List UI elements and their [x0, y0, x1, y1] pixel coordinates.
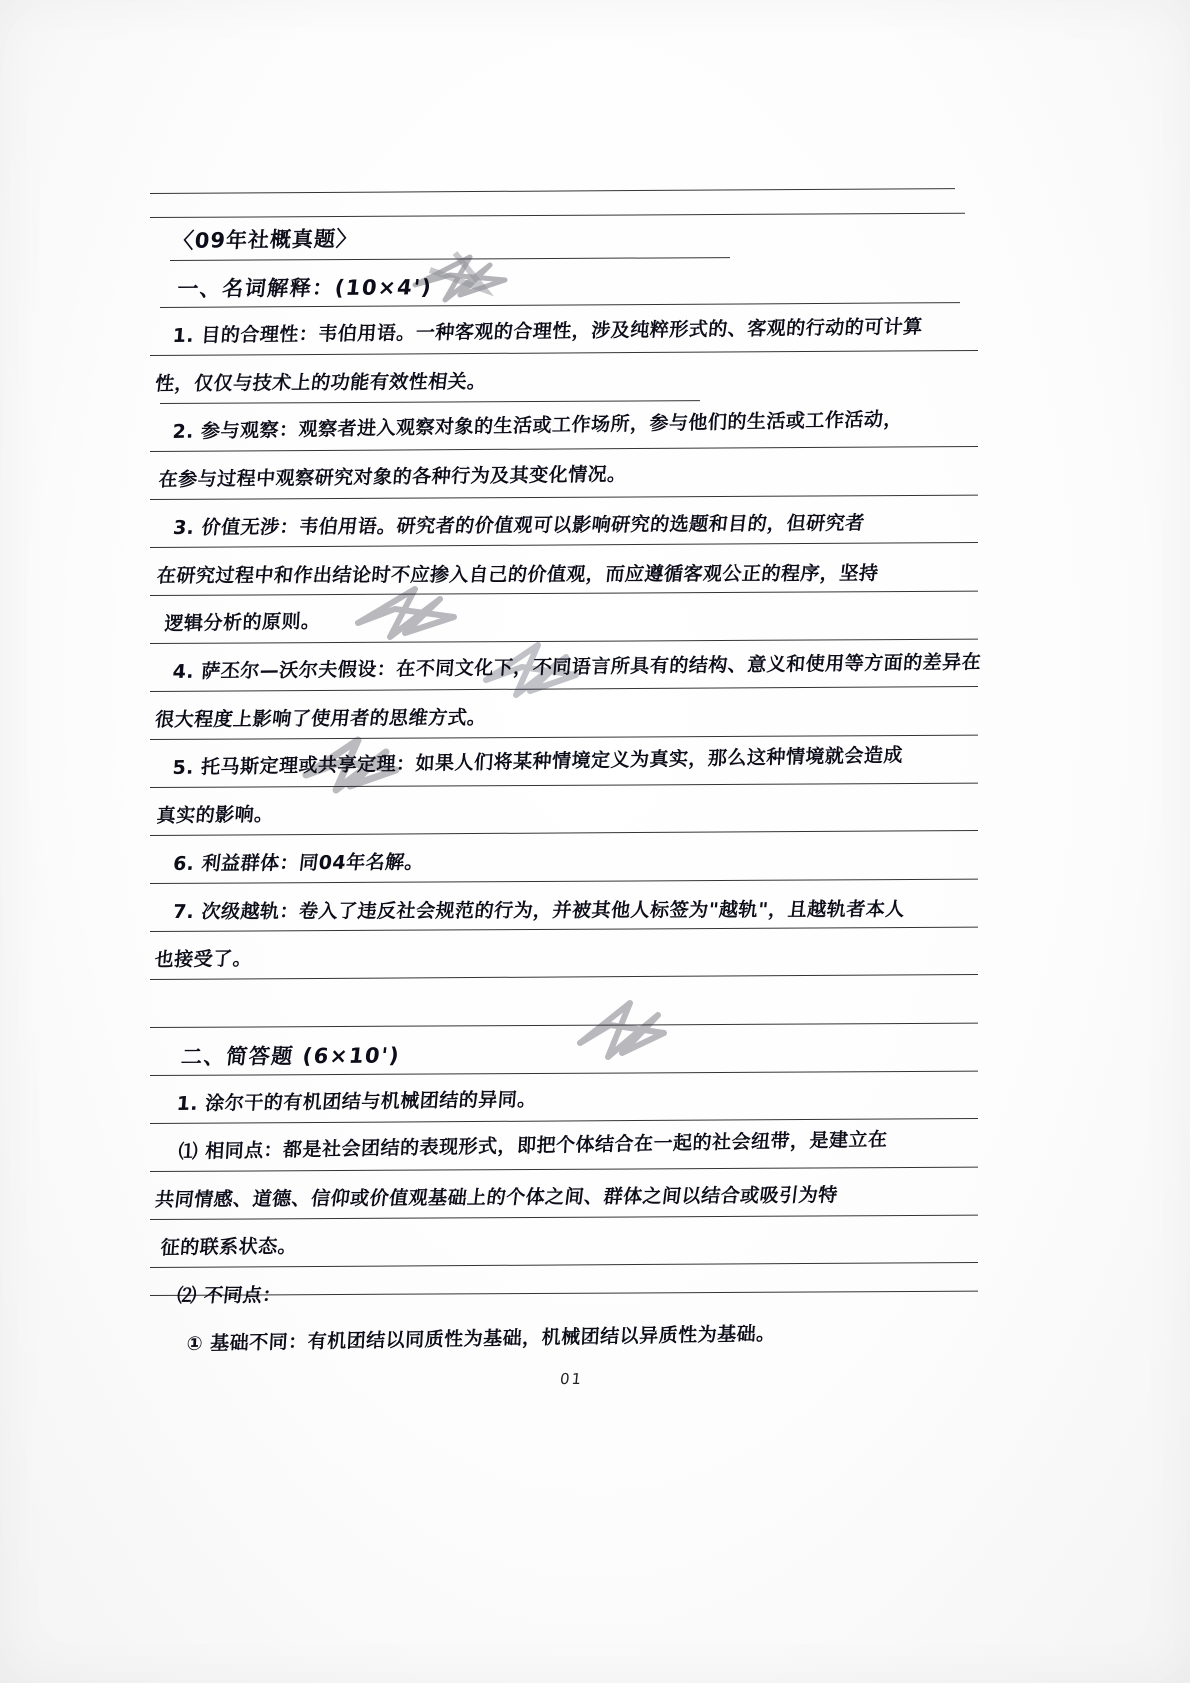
rule-line — [150, 686, 978, 692]
note-line: ① 基础不同：有机团结以同质性为基础，机械团结以异质性为基础。 — [185, 1322, 777, 1356]
note-line: 征的联系状态。 — [159, 1235, 299, 1260]
rule-line — [150, 495, 978, 500]
rule-line — [150, 1215, 978, 1220]
note-sheet — [150, 185, 990, 1356]
note-line: 很大程度上影响了使用者的思维方式。 — [153, 706, 488, 732]
note-line: 6. 利益群体：同04年名解。 — [171, 851, 426, 876]
note-line: 在参与过程中观察研究对象的各种行为及其变化情况。 — [157, 463, 628, 492]
rule-line — [150, 783, 978, 788]
note-line: 1. 目的合理性：韦伯用语。一种客观的合理性，涉及纯粹形式的、客观的行动的可计算 — [171, 315, 924, 348]
rule-line — [150, 830, 978, 836]
rule-line — [150, 446, 978, 452]
note-line: 也接受了。 — [153, 947, 254, 972]
rule-line — [150, 188, 955, 194]
rule-line — [150, 213, 965, 218]
rule-line — [150, 879, 978, 884]
rule-line — [150, 1262, 978, 1268]
note-title: 〈09年社概真题〉 — [171, 226, 359, 254]
section-heading-2: 二、简答题 (6×10') — [179, 1043, 402, 1070]
rule-line — [150, 927, 978, 932]
rule-line — [150, 1071, 978, 1076]
note-line: 4. 萨丕尔—沃尔夫假设：在不同文化下，不同语言所具有的结构、意义和使用等方面的差异在 — [171, 651, 983, 684]
rule-line — [150, 591, 978, 596]
note-line: ⑵ 不同点： — [175, 1284, 284, 1308]
note-line: 1. 涂尔干的有机团结与机械团结的异同。 — [175, 1088, 538, 1116]
ink-scribble — [570, 995, 670, 1065]
note-line: 5. 托马斯定理或共享定理：如果人们将某种情境定义为真实，那么这种情境就会造成 — [171, 744, 904, 780]
note-line: 7. 次级越轨：卷入了违反社会规范的行为，并被其他人标签为"越轨"，且越轨者本人 — [171, 898, 906, 924]
note-line: 性，仅仅与技术上的功能有效性相关。 — [153, 370, 488, 396]
rule-line — [170, 257, 730, 261]
rule-line — [150, 542, 978, 548]
rule-line — [150, 1118, 978, 1124]
rule-line — [150, 735, 978, 740]
note-line: 共同情感、道德、信仰或价值观基础上的个体之间、群体之间以结合或吸引为特 — [153, 1184, 839, 1212]
note-line: 逻辑分析的原则。 — [163, 610, 322, 636]
note-line: ⑴ 相同点：都是社会团结的表现形式，即把个体结合在一起的社会纽带，是建立在 — [177, 1128, 889, 1164]
section-heading-1: 一、名词解释：(10×4') — [175, 275, 434, 302]
rule-line — [160, 400, 700, 404]
rule-line — [150, 350, 978, 356]
note-line: 在研究过程中和作出结论时不应掺入自己的价值观，而应遵循客观公正的程序，坚持 — [155, 562, 880, 588]
note-line: 2. 参与观察：观察者进入观察对象的生活或工作场所，参与他们的生活或工作活动， — [171, 408, 904, 444]
rule-line — [150, 1167, 978, 1172]
rule-line — [150, 639, 978, 644]
note-line: 真实的影响。 — [155, 803, 275, 828]
rule-line — [160, 302, 960, 308]
page-number: 01 — [559, 1370, 585, 1388]
rule-line — [150, 974, 978, 980]
note-line: 3. 价值无涉：韦伯用语。研究者的价值观可以影响研究的选题和目的，但研究者 — [171, 512, 866, 540]
rule-line — [150, 1023, 978, 1028]
